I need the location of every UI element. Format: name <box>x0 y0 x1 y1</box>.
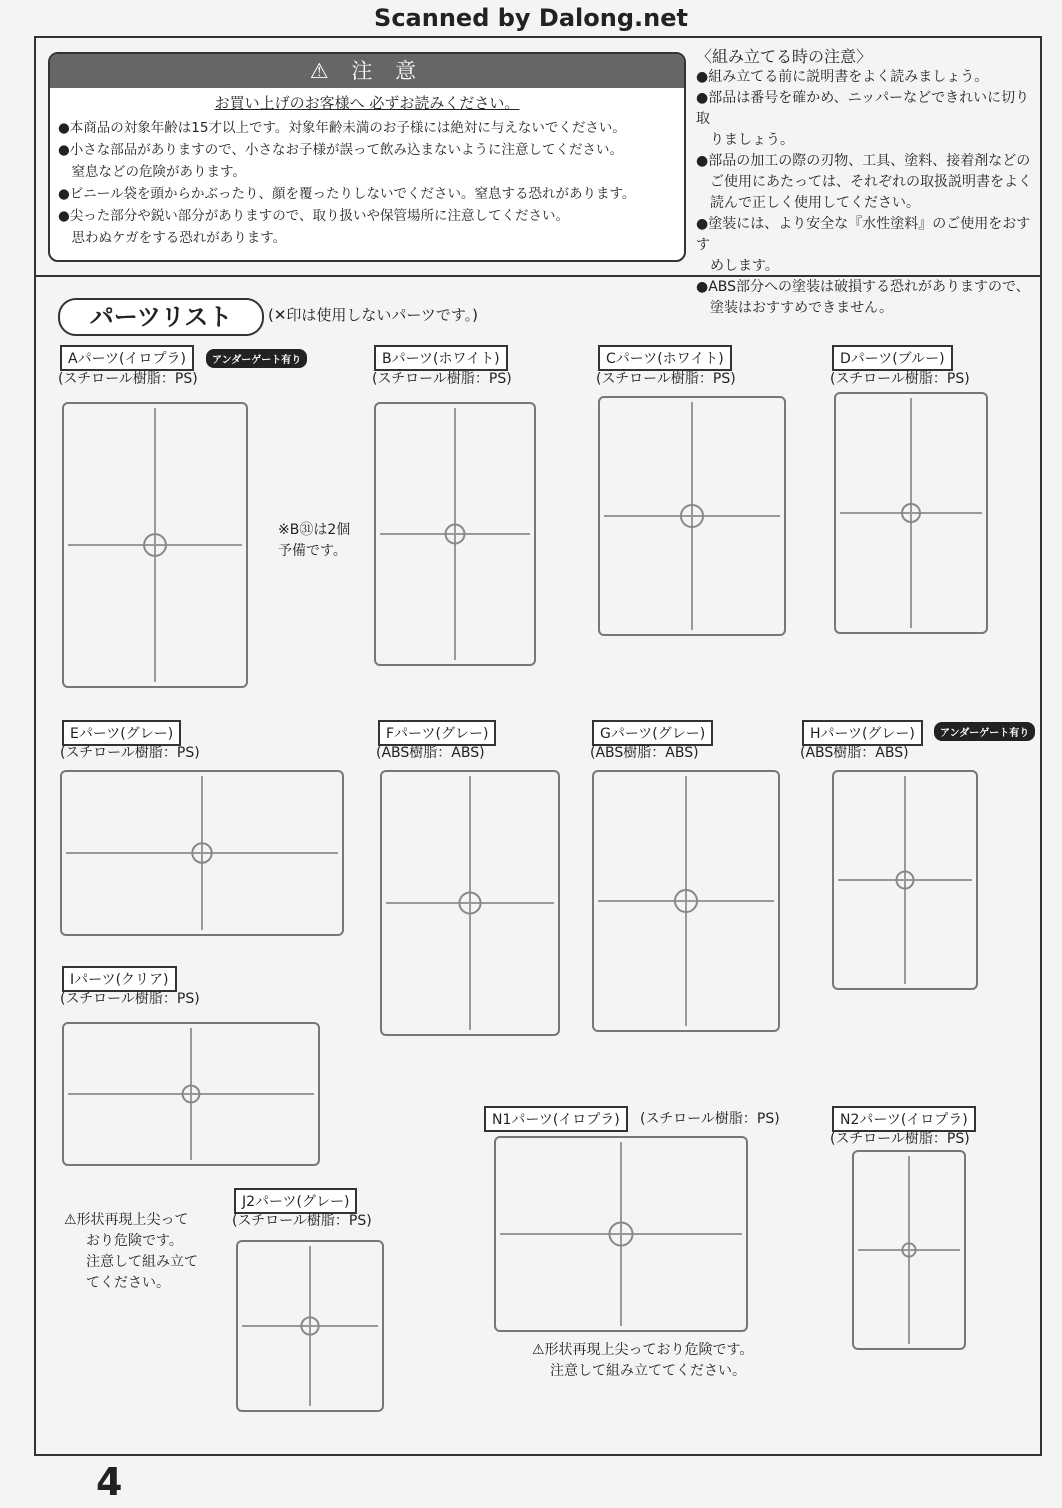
caution-title: ⚠ 注 意 <box>50 54 684 88</box>
assembly-item: ● 組み立てる前に説明書をよく読みましょう。 <box>696 67 1036 88</box>
sprue-frame <box>496 1138 746 1330</box>
sprue-frame <box>836 394 986 632</box>
runner-a <box>62 402 248 688</box>
assembly-notes: 〈組み立てる時の注意〉 ● 組み立てる前に説明書をよく読みましょう。 ● 部品は番号を確かめ、ニッパーなどできれいに切り取 りましょう。 ● 部品の加工の際の刃物、工具、塗料、接着剤などの ご使用にあたっては、それぞれの取扱説明書をよく 読んで正しく使用してください。 ● 塗装には、より安全な『水性塗料』のご使用をおすす めします。 ● ABS部分への塗装は破損する恐れがありますので、 塗装はおすすめできません。 <box>696 46 1036 319</box>
section-material-d: (スチロール樹脂：PS) <box>830 371 970 387</box>
sprue-frame <box>238 1242 382 1410</box>
assembly-item: ● ABS部分への塗装は破損する恐れがありますので、 <box>696 277 1036 298</box>
sprue-frame <box>64 1024 318 1164</box>
section-material-j2: (スチロール樹脂：PS) <box>232 1213 372 1229</box>
section-label-a: Aパーツ(イロプラ) <box>60 345 194 371</box>
runner-b <box>374 402 536 666</box>
section-material-a: (スチロール樹脂：PS) <box>58 371 198 387</box>
assembly-item: ● 部品は番号を確かめ、ニッパーなどできれいに切り取 <box>696 88 1036 130</box>
assembly-item: ● 塗装には、より安全な『水性塗料』のご使用をおすす <box>696 214 1036 256</box>
section-label-n1: N1パーツ(イロプラ) <box>484 1106 628 1132</box>
runner-f <box>380 770 560 1036</box>
parts-list-title: パーツリスト <box>58 298 264 336</box>
caution-box <box>48 52 686 262</box>
section-label-n2: N2パーツ(イロプラ) <box>832 1106 976 1132</box>
section-label-d: Dパーツ(ブルー) <box>832 345 953 371</box>
section-material-c: (スチロール樹脂：PS) <box>596 371 736 387</box>
section-material-n2: (スチロール樹脂：PS) <box>830 1131 970 1147</box>
caution-line: ●小さな部品がありますので、小さなお子様が誤って飲み込まないように注意してください。 <box>58 142 624 158</box>
section-material-b: (スチロール樹脂：PS) <box>372 371 512 387</box>
sprue-frame <box>600 398 784 634</box>
section-label-g: Gパーツ(グレー) <box>592 720 713 746</box>
caution-line: 思わぬケガをする恐れがあります。 <box>58 230 287 246</box>
runner-d <box>834 392 988 634</box>
runner-i <box>62 1022 320 1166</box>
runner-e <box>60 770 344 936</box>
parts-list-note: (✕印は使用しないパーツです。) <box>268 306 478 324</box>
runner-h <box>832 770 978 990</box>
section-label-f: Fパーツ(グレー) <box>378 720 496 746</box>
undergate-badge: アンダーゲート有り <box>206 349 307 368</box>
caution-line: ●尖った部分や鋭い部分がありますので、取り扱いや保管場所に注意してください。 <box>58 208 570 224</box>
section-label-h: Hパーツ(グレー) <box>802 720 923 746</box>
section-material-e: (スチロール樹脂：PS) <box>60 745 200 761</box>
undergate-badge: アンダーゲート有り <box>934 722 1035 741</box>
runner-g <box>592 770 780 1032</box>
n1-warning: ⚠形状再現上尖っており危険です。 注意して組み立ててください。 <box>532 1342 754 1379</box>
sprue-frame <box>382 772 558 1034</box>
sprue-frame <box>854 1152 964 1348</box>
section-material-f: (ABS樹脂：ABS) <box>376 745 485 761</box>
runner-n2 <box>852 1150 966 1350</box>
section-material-n1: (スチロール樹脂：PS) <box>640 1111 780 1127</box>
sprue-frame <box>376 404 534 664</box>
section-label-e: Eパーツ(グレー) <box>62 720 181 746</box>
page-number: 4 <box>96 1460 123 1504</box>
caution-line: ●ビニール袋を頭からかぶったり、顔を覆ったりしないでください。窒息する恐れがあります。 <box>58 186 636 202</box>
section-label-j2: J2パーツ(グレー) <box>234 1188 357 1214</box>
caution-line: 窒息などの危険があります。 <box>58 164 246 180</box>
assembly-heading: 〈組み立てる時の注意〉 <box>696 47 873 66</box>
section-material-i: (スチロール樹脂：PS) <box>60 991 200 1007</box>
caution-subtitle: お買い上げのお客様へ 必ずお読みください。 <box>214 94 520 112</box>
j2-warning: ⚠形状再現上尖って おり危険です。 注意して組み立て てください。 <box>64 1212 198 1291</box>
section-material-g: (ABS樹脂：ABS) <box>590 745 699 761</box>
section-material-h: (ABS樹脂：ABS) <box>800 745 909 761</box>
sprue-frame <box>594 772 778 1030</box>
caution-line: ●本商品の対象年齢は15才以上です。対象年齢未満のお子様には絶対に与えないでください。 <box>58 120 626 136</box>
sprue-frame <box>62 772 342 934</box>
section-label-i: Iパーツ(クリア) <box>62 966 177 992</box>
section-label-c: Cパーツ(ホワイト) <box>598 345 732 371</box>
runner-c <box>598 396 786 636</box>
assembly-item: ● 部品の加工の際の刃物、工具、塗料、接着剤などの <box>696 151 1036 172</box>
sprue-frame <box>64 404 246 686</box>
section-label-b: Bパーツ(ホワイト) <box>374 345 508 371</box>
runner-j2 <box>236 1240 384 1412</box>
runner-n1 <box>494 1136 748 1332</box>
b-spare-note: ※B㉛は2個 予備です。 <box>278 522 351 559</box>
caution-list <box>58 117 684 249</box>
sprue-frame <box>834 772 976 988</box>
scan-credit: Scanned by Dalong.net <box>374 4 688 32</box>
